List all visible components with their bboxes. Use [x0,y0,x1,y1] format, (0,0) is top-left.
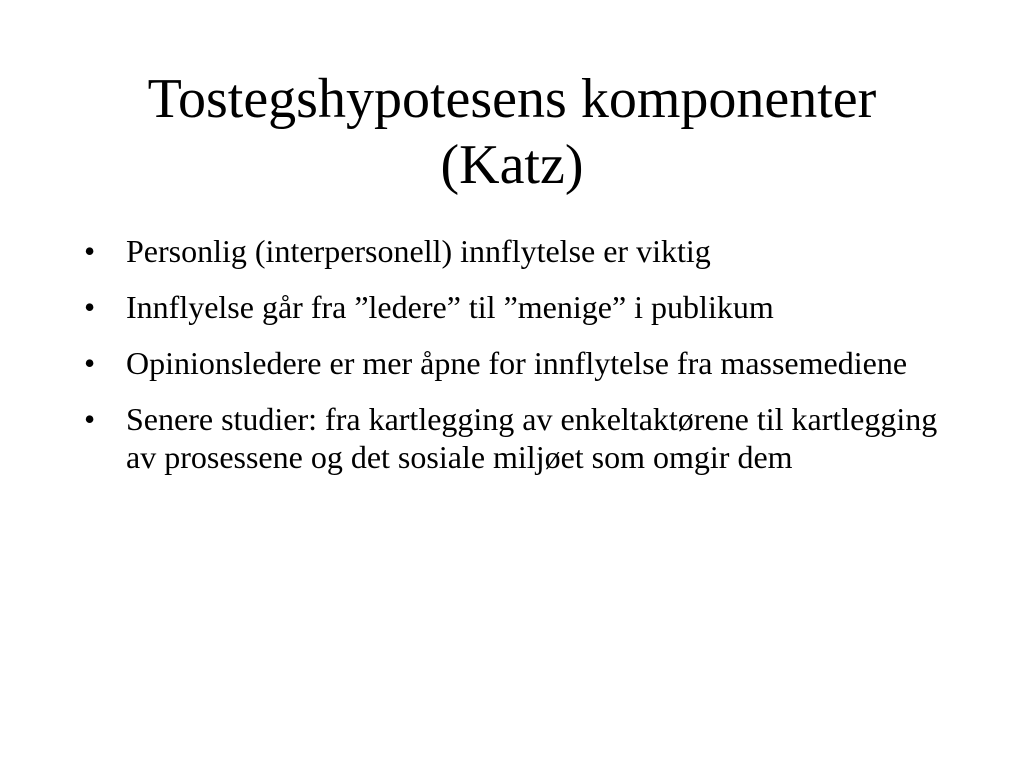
slide-title [60,66,964,198]
bullet-icon: • [84,233,96,269]
bullet-list [84,232,954,494]
bullet-item [84,288,954,326]
slide-title-line-2: (Katz) [440,134,584,196]
bullet-item [84,400,954,476]
bullet-item [84,344,954,382]
bullet-item [84,232,954,270]
bullet-icon: • [84,345,96,381]
bullet-text: Innflyelse går fra ”ledere” til ”menige” i publikum [126,289,774,325]
bullet-icon: • [84,401,96,437]
bullet-text: Personlig (interpersonell) innflytelse er viktig [126,233,711,269]
slide-title-line-1: Tostegshypotesens komponenter [147,68,877,130]
bullet-icon: • [84,289,96,325]
bullet-text: Opinionsledere er mer åpne for innflytelse fra massemediene [126,345,908,381]
bullet-text: Senere studier: fra kartlegging av enkeltaktørene til kartlegging av prosessene og det sosiale miljøet som omgir dem [126,401,938,475]
